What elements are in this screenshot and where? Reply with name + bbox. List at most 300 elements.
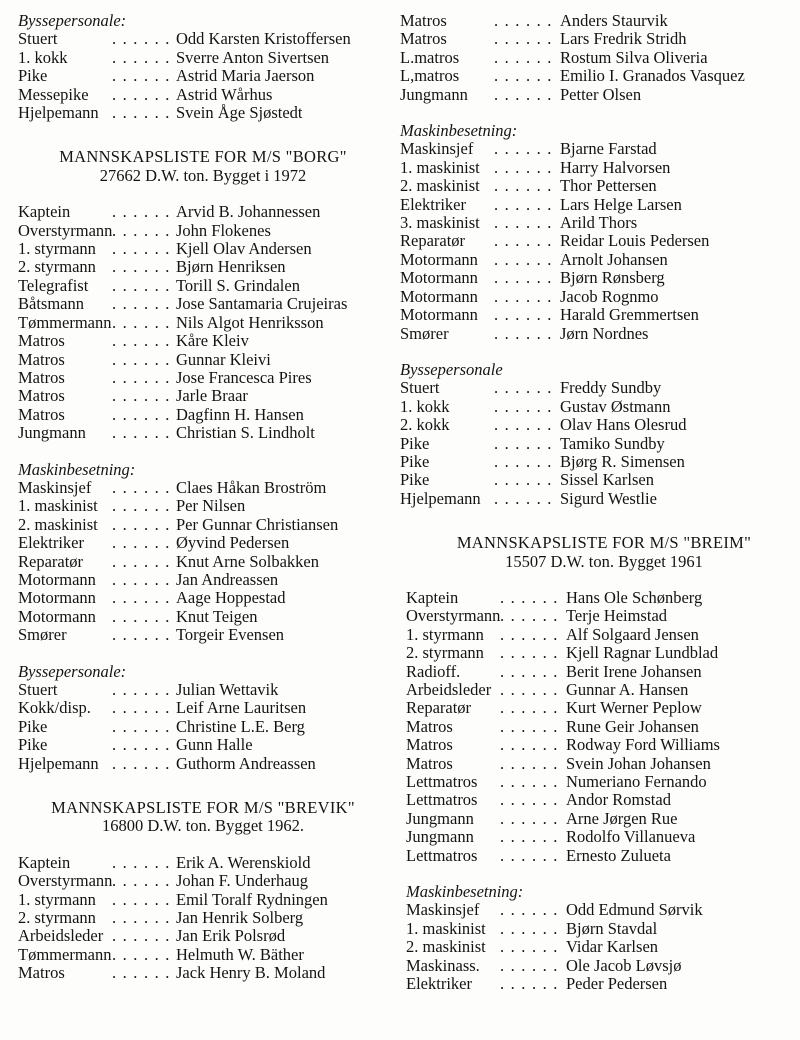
crew-list: [18, 203, 386, 442]
crew-role: 1. maskinist: [400, 157, 480, 177]
crew-row: [400, 379, 796, 397]
crew-role: L.matros: [400, 47, 460, 67]
crew-name: Odd Karsten Kristoffersen: [176, 29, 351, 49]
crew-role: Arbeidsleder: [406, 680, 492, 699]
section-heading: Maskinbesetning:: [406, 882, 524, 902]
crew-role: Reparatør: [400, 231, 466, 251]
ship-title: MANNSKAPSLISTE FOR M/S "BREVIK": [51, 798, 355, 818]
crew-name: Tamiko Sundby: [560, 433, 665, 453]
dot-leader: [112, 387, 170, 405]
dot-leader: [112, 203, 170, 221]
crew-name: Claes Håkan Broström: [176, 477, 327, 497]
crew-role: Matros: [406, 735, 453, 755]
dot-leader: [500, 644, 560, 662]
crew-name: Astrid Maria Jaerson: [176, 66, 315, 86]
crew-row: [18, 872, 386, 890]
dot-leader: [500, 773, 560, 791]
crew-row: [406, 644, 796, 662]
crew-row: [406, 736, 796, 754]
crew-role: Tømmermann: [18, 944, 112, 964]
crew-row: [400, 269, 796, 287]
dot-leader: [494, 269, 554, 287]
crew-row: [406, 718, 796, 736]
dot-leader: [112, 891, 170, 909]
dot-leader: [112, 909, 170, 927]
crew-role: Pike: [400, 433, 430, 453]
dot-leader: [112, 608, 170, 626]
dot-leader: [112, 277, 170, 295]
brevik-section: [18, 799, 386, 983]
crew-role: Telegrafist: [18, 275, 89, 295]
section-heading: Byssepersonale: [400, 359, 503, 379]
crew-row: [18, 891, 386, 909]
dot-leader: [112, 406, 170, 424]
crew-row: [400, 214, 796, 232]
crew-row: [18, 351, 386, 369]
dot-leader: [112, 718, 170, 736]
crew-role: Elektriker: [400, 194, 466, 214]
crew-name: Christine L.E. Berg: [176, 716, 305, 736]
dot-leader: [112, 424, 170, 442]
crew-role: Matros: [18, 349, 65, 369]
dot-leader: [494, 30, 554, 48]
dot-leader: [494, 196, 554, 214]
dot-leader: [500, 810, 560, 828]
dot-leader: [494, 416, 554, 434]
crew-row: [18, 736, 386, 754]
crew-role: Matros: [18, 386, 65, 406]
crew-row: [400, 30, 796, 48]
crew-row: [406, 810, 796, 828]
crew-role: 2. styrmann: [18, 908, 96, 928]
crew-role: 1. styrmann: [406, 624, 484, 644]
crew-name: Lars Helge Larsen: [560, 194, 682, 214]
crew-name: Berit Irene Johansen: [566, 661, 702, 681]
crew-name: Helmuth W. Bäther: [176, 944, 304, 964]
crew-name: Sissel Karlsen: [560, 470, 654, 490]
dot-leader: [500, 957, 560, 975]
crew-row: [18, 203, 386, 221]
crew-row: [18, 608, 386, 626]
crew-name: Terje Heimstad: [566, 606, 668, 626]
crew-role: Hjelpemann: [18, 103, 99, 123]
crew-role: Overstyrmann: [18, 220, 113, 240]
crew-role: Pike: [18, 66, 48, 86]
dot-leader: [494, 306, 554, 324]
crew-list: [406, 589, 796, 865]
crew-name: Kurt Werner Peplow: [566, 698, 702, 718]
crew-role: Jungmann: [406, 827, 474, 847]
crew-row: [400, 490, 796, 508]
crew-row: [406, 828, 796, 846]
crew-role: Reparatør: [18, 551, 84, 571]
dot-leader: [112, 755, 170, 773]
crew-row: [18, 626, 386, 644]
crew-name: Harald Gremmertsen: [560, 305, 699, 325]
crew-role: Lettmatros: [406, 790, 478, 810]
crew-list: [18, 681, 386, 773]
section-heading: Byssepersonale:: [18, 11, 127, 30]
dot-leader: [500, 699, 560, 717]
crew-row: [406, 938, 796, 956]
crew-role: Matros: [18, 963, 65, 983]
crew-row: [400, 453, 796, 471]
crew-role: Pike: [400, 451, 430, 471]
dot-leader: [494, 398, 554, 416]
crew-name: Arvid B. Johannessen: [176, 202, 321, 222]
crew-name: Nils Algot Henriksson: [176, 312, 324, 332]
crew-name: Freddy Sundby: [560, 378, 662, 398]
top-left-galley-section: [18, 12, 386, 122]
dot-leader: [494, 379, 554, 397]
ship-title: MANNSKAPSLISTE FOR M/S "BREIM": [456, 533, 752, 553]
crew-name: Anders Staurvik: [560, 11, 668, 30]
dot-leader: [112, 964, 170, 982]
crew-name: Guthorm Andreassen: [176, 753, 316, 773]
crew-role: Smører: [18, 625, 67, 645]
crew-name: Sverre Anton Sivertsen: [176, 47, 330, 67]
dot-leader: [112, 479, 170, 497]
crew-name: Gunnar Kleivi: [176, 349, 271, 369]
crew-row: [18, 104, 386, 122]
crew-role: Messepike: [18, 84, 89, 104]
crew-row: [406, 791, 796, 809]
crew-row: [406, 589, 796, 607]
crew-name: Arne Jørgen Rue: [566, 808, 678, 828]
crew-name: Øyvind Pedersen: [176, 533, 290, 553]
dot-leader: [500, 901, 560, 919]
crew-name: Hans Ole Schønberg: [566, 587, 703, 607]
dot-leader: [112, 927, 170, 945]
crew-role: Arbeidsleder: [18, 926, 104, 946]
dot-leader: [112, 332, 170, 350]
crew-row: [400, 416, 796, 434]
crew-name: Sigurd Westlie: [560, 488, 657, 508]
crew-role: 1. styrmann: [18, 889, 96, 909]
crew-role: Matros: [18, 404, 65, 424]
dot-leader: [494, 177, 554, 195]
dot-leader: [112, 258, 170, 276]
crew-name: Petter Olsen: [560, 84, 642, 104]
dot-leader: [112, 351, 170, 369]
ship-subtitle: 27662 D.W. ton. Bygget i 1972: [99, 165, 307, 185]
crew-row: [400, 306, 796, 324]
crew-role: 1. maskinist: [406, 918, 486, 938]
crew-row: [406, 847, 796, 865]
crew-role: Motormann: [400, 268, 478, 288]
dot-leader: [112, 49, 170, 67]
crew-name: Bjørg R. Simensen: [560, 451, 685, 471]
dot-leader: [494, 251, 554, 269]
crew-name: Leif Arne Lauritsen: [176, 698, 307, 718]
crew-name: Ernesto Zulueta: [566, 845, 671, 865]
ship-title: MANNSKAPSLISTE FOR M/S "BORG": [59, 147, 347, 167]
crew-role: 1. kokk: [400, 396, 450, 416]
crew-name: Jan Erik Polsrød: [176, 926, 286, 946]
crew-list: [18, 479, 386, 645]
crew-row: [18, 479, 386, 497]
dot-leader: [500, 828, 560, 846]
crew-row: [400, 251, 796, 269]
crew-name: Per Gunnar Christiansen: [176, 514, 339, 534]
section-heading: Maskinbesetning:: [18, 459, 136, 479]
crew-role: Motormann: [400, 286, 478, 306]
crew-name: Harry Halvorsen: [560, 157, 671, 177]
crew-role: Motormann: [18, 569, 96, 589]
crew-name: Numeriano Fernando: [566, 772, 707, 792]
crew-name: Thor Pettersen: [560, 176, 657, 196]
dot-leader: [500, 681, 560, 699]
crew-row: [406, 957, 796, 975]
crew-list: [406, 901, 796, 993]
dot-leader: [500, 718, 560, 736]
crew-row: [400, 325, 796, 343]
dot-leader: [494, 49, 554, 67]
ship-subtitle: 16800 D.W. ton. Bygget 1962.: [102, 816, 304, 836]
crew-role: Matros: [406, 753, 453, 773]
crew-role: L,matros: [400, 66, 460, 86]
crew-row: [18, 571, 386, 589]
crew-row: [18, 681, 386, 699]
dot-leader: [112, 30, 170, 48]
dot-leader: [500, 755, 560, 773]
crew-row: [18, 589, 386, 607]
crew-role: Pike: [18, 735, 48, 755]
crew-row: [406, 607, 796, 625]
crew-name: Ole Jacob Løvsjø: [566, 955, 682, 975]
crew-name: Jacob Rognmo: [560, 286, 659, 306]
dot-leader: [112, 681, 170, 699]
crew-role: Matros: [400, 29, 447, 49]
crew-role: Overstyrmann: [406, 606, 501, 626]
crew-role: Stuert: [400, 378, 440, 398]
ship-subtitle: 15507 D.W. ton. Bygget 1961: [505, 551, 703, 571]
crew-row: [400, 471, 796, 489]
crew-row: [18, 222, 386, 240]
crew-name: Rodway Ford Williams: [566, 735, 720, 755]
crew-row: [406, 975, 796, 993]
crew-role: Motormann: [18, 588, 96, 608]
crew-row: [18, 258, 386, 276]
dot-leader: [112, 222, 170, 240]
crew-name: Johan F. Underhaug: [176, 871, 309, 891]
crew-name: Jan Henrik Solberg: [176, 908, 304, 928]
crew-row: [18, 854, 386, 872]
dot-leader: [500, 736, 560, 754]
crew-role: Pike: [400, 470, 430, 490]
crew-name: Jose Santamaria Crujeiras: [176, 294, 348, 314]
crew-row: [18, 49, 386, 67]
crew-role: Kaptein: [18, 202, 71, 222]
crew-name: Rune Geir Johansen: [566, 716, 699, 736]
dot-leader: [112, 854, 170, 872]
crew-row: [18, 387, 386, 405]
crew-role: Elektriker: [18, 533, 84, 553]
dot-leader: [494, 490, 554, 508]
crew-role: 2. kokk: [400, 415, 450, 435]
crew-list: [18, 30, 386, 122]
crew-row: [400, 435, 796, 453]
crew-role: Reparatør: [406, 698, 472, 718]
crew-role: Pike: [18, 716, 48, 736]
crew-role: Smører: [400, 323, 449, 343]
crew-role: 1. maskinist: [18, 496, 98, 516]
crew-row: [18, 86, 386, 104]
dot-leader: [112, 369, 170, 387]
crew-name: Jack Henry B. Moland: [176, 963, 326, 983]
crew-role: 1. kokk: [18, 47, 68, 67]
dot-leader: [500, 791, 560, 809]
crew-name: Emil Toralf Rydningen: [176, 889, 328, 909]
crew-name: Svein Johan Johansen: [566, 753, 711, 773]
crew-name: Astrid Wårhus: [176, 84, 273, 104]
dot-leader: [500, 847, 560, 865]
dot-leader: [112, 553, 170, 571]
crew-role: Motormann: [400, 249, 478, 269]
crew-row: [18, 964, 386, 982]
dot-leader: [112, 240, 170, 258]
crew-name: Jan Andreassen: [176, 569, 279, 589]
crew-name: John Flokenes: [176, 220, 271, 240]
crew-role: Kokk/disp.: [18, 698, 91, 718]
crew-name: Arild Thors: [560, 213, 638, 233]
crew-row: [18, 295, 386, 313]
crew-row: [18, 516, 386, 534]
dot-leader: [112, 534, 170, 552]
crew-row: [18, 909, 386, 927]
crew-row: [400, 232, 796, 250]
crew-row: [406, 626, 796, 644]
dot-leader: [112, 571, 170, 589]
crew-role: Stuert: [18, 680, 58, 699]
dot-leader: [494, 453, 554, 471]
crew-name: Alf Solgaard Jensen: [566, 624, 699, 644]
crew-row: [18, 927, 386, 945]
crew-row: [18, 30, 386, 48]
crew-name: Andor Romstad: [566, 790, 671, 810]
crew-role: Hjelpemann: [400, 488, 481, 508]
crew-row: [406, 901, 796, 919]
crew-row: [400, 49, 796, 67]
crew-row: [406, 920, 796, 938]
crew-name: Erik A. Werenskiold: [176, 852, 311, 872]
crew-row: [18, 718, 386, 736]
crew-name: Jarle Braar: [176, 386, 248, 406]
crew-name: Bjørn Stavdal: [566, 918, 658, 938]
crew-row: [18, 240, 386, 258]
breim-section: [406, 534, 796, 993]
crew-name: Gustav Østmann: [560, 396, 671, 416]
dot-leader: [112, 497, 170, 515]
dot-leader: [112, 314, 170, 332]
dot-leader: [500, 975, 560, 993]
dot-leader: [112, 104, 170, 122]
crew-row: [400, 86, 796, 104]
crew-name: Kjell Olav Andersen: [176, 239, 312, 259]
crew-role: Lettmatros: [406, 772, 478, 792]
crew-name: Olav Hans Olesrud: [560, 415, 687, 435]
crew-role: Overstyrmann: [18, 871, 113, 891]
dot-leader: [112, 699, 170, 717]
crew-name: Torill S. Grindalen: [176, 275, 300, 295]
crew-row: [18, 946, 386, 964]
dot-leader: [494, 471, 554, 489]
crew-role: Jungmann: [400, 84, 468, 104]
crew-row: [18, 277, 386, 295]
crew-row: [406, 773, 796, 791]
dot-leader: [112, 516, 170, 534]
crew-role: Motormann: [400, 305, 478, 325]
crew-role: Hjelpemann: [18, 753, 99, 773]
dot-leader: [494, 325, 554, 343]
dot-leader: [112, 736, 170, 754]
crew-row: [406, 663, 796, 681]
crew-row: [400, 177, 796, 195]
crew-role: Tømmermann: [18, 312, 112, 332]
crew-row: [18, 424, 386, 442]
crew-name: Reidar Louis Pedersen: [560, 231, 710, 251]
crew-role: Radioff.: [406, 661, 461, 681]
dot-leader: [112, 946, 170, 964]
crew-name: Arnolt Johansen: [560, 249, 668, 269]
dot-leader: [500, 938, 560, 956]
crew-list: [400, 12, 796, 104]
crew-name: Gunnar A. Hansen: [566, 680, 689, 699]
dot-leader: [494, 140, 554, 158]
dot-leader: [494, 159, 554, 177]
crew-role: Maskinsjef: [18, 477, 92, 497]
crew-role: Maskinsjef: [406, 900, 480, 920]
crew-row: [18, 497, 386, 515]
dot-leader: [494, 232, 554, 250]
crew-name: Knut Teigen: [176, 606, 258, 626]
crew-row: [18, 553, 386, 571]
crew-role: Maskinsjef: [400, 139, 474, 159]
crew-row: [18, 755, 386, 773]
crew-name: Bjørn Henriksen: [176, 257, 286, 277]
crew-name: Kåre Kleiv: [176, 331, 249, 351]
crew-name: Kjell Ragnar Lundblad: [566, 643, 719, 663]
crew-name: Rodolfo Villanueva: [566, 827, 696, 847]
dot-leader: [494, 67, 554, 85]
crew-name: Knut Arne Solbakken: [176, 551, 319, 571]
dot-leader: [494, 86, 554, 104]
crew-name: Svein Åge Sjøstedt: [176, 103, 303, 123]
crew-list: [18, 854, 386, 983]
crew-name: Christian S. Lindholt: [176, 423, 315, 443]
crew-role: 2. styrmann: [406, 643, 484, 663]
section-heading: Maskinbesetning:: [400, 121, 518, 141]
crew-name: Jose Francesca Pires: [176, 367, 312, 387]
crew-role: 1. styrmann: [18, 239, 96, 259]
crew-name: Rostum Silva Oliveria: [560, 47, 708, 67]
crew-name: Vidar Karlsen: [566, 937, 659, 957]
crew-role: Lettmatros: [406, 845, 478, 865]
crew-role: Matros: [18, 331, 65, 351]
crew-role: Kaptein: [406, 587, 459, 607]
left-column: [18, 12, 386, 983]
section-heading: Byssepersonale:: [18, 661, 127, 681]
crew-role: 2. styrmann: [18, 257, 96, 277]
crew-row: [406, 681, 796, 699]
crew-role: 2. maskinist: [400, 176, 480, 196]
crew-row: [406, 755, 796, 773]
crew-name: Gunn Halle: [176, 735, 253, 755]
top-right-section: [400, 12, 796, 508]
borg-section: [18, 148, 386, 773]
crew-role: 2. maskinist: [18, 514, 98, 534]
dot-leader: [500, 589, 560, 607]
